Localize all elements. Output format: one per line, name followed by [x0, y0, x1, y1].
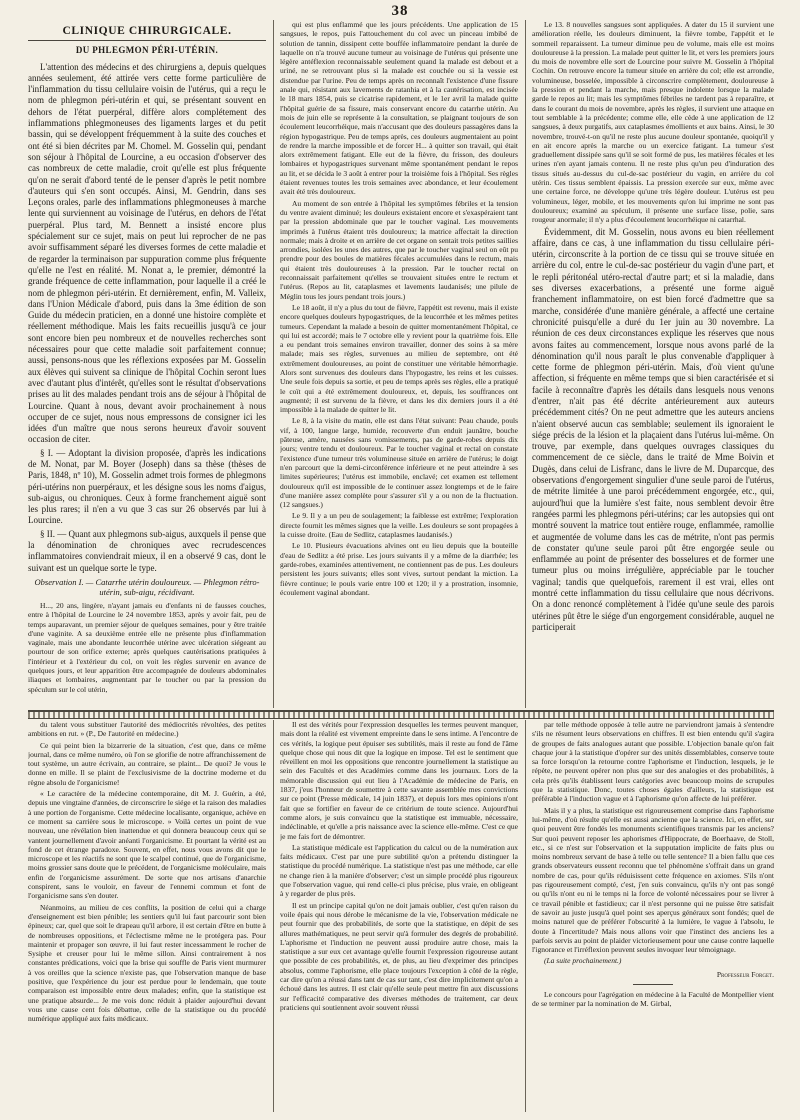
short-rule — [633, 984, 673, 985]
paragraph: du talent vous substituer l'autorité des médiocrités révoltées, des petites ambitions en rut. » (P., De l'autorité en médecine.) — [28, 720, 266, 739]
paragraph: « Le caractère de la médecine contemporaine, dit M. J. Guérin, a été, depuis une vingtaine d'années, de circonscrire le siége et la raison des maladies à une portion de l'organisme. Cette médecine localisante, organique, achève en ce moment sa carrière sous le microscope. » Voilà certes un point de vue nouveau, une révélation bien inattendue et qui donnera beaucoup ceux qui se vantent journellement d'avoir anéanti l'organicisme. Et pourtant la vérité est au fond de cet étrange paradoxe. Souvent, en effet, nous vous avons dit que le microscope et les réactifs ne sont que le scalpel continué, que de l'organicisme, moins grossier sans doute que le précédent, de l'organicisme moléculaire, mais enfin de l'organicisme assurément. De sorte que nos artisans d'anarchie conspirent, sans le vouloir, en faveur de l'ennemi commun et font de l'organicisme sans s'en douter. — [28, 789, 266, 901]
paragraph: Au moment de son entrée à l'hôpital les symptômes fébriles et la tension du ventre avaient diminué; les douleurs existaient encore et s'exaspéraient tant par la pression abdominale que par le toucher vaginal. Les mouvements imprimés à l'utérus étaient très douloureux; la matrice affectait la direction normale; mais à droite et en arrière de cet organe on sentait trois petites saillies arrondies, isolées les unes des autres, que par le toucher vaginal seul on eût pu prendre pour des boules de matières fécales accumulées dans le rectum, mais qui étaient très douloureuses à la pression. Par le toucher rectal on reconnaissait parfaitement qu'elles se trouvaient situées entre le rectum et l'utérus. (Repos au lit, cataplasmes et lavements laudanisés; une pilule de Méglin tous les jours pendant trois jours.) — [280, 198, 518, 301]
paragraph: Mais il y a plus, la statistique est rigoureusement comprise dans l'aphorisme lui-même, d'où résulte qu'elle est aussi ancienne que la science. Ici, en effet, sur quoi peuvent être fondés les monuments scientifiques transmis par les anciens? Sur quoi peuvent reposer les aphorismes d'Hippocrate, de Boerhaave, de Stoll, etc., si ce n'est sur l'observation et la supputation implicite de faits plus ou moins nombreux servant de base à telle ou telle sentence? Il a bien fallu que ces grands observateurs eussent reconnu que tel phénomène s'offrait dans un grand nombre de cas, pour qu'ils réduisissent cette fréquence en axiomes. S'ils n'ont pas rigoureusement compté, c'est, j'en suis convaincu, qu'ils n'y ont pas songé ou qu'ils n'ont eu ni le temps ni la force de volonté nécessaires pour se livrer à ce travail pénible et fastidieux; car il n'est personne qui ne puisse être satisfait de savoir au juste jusqu'à quel point ses aperçus généraux sont fondés; quel de moins naturel que de préférer l'obscurité à la lumière, le vague à l'absolu, le doute à l'incertitude? Mais nous allons voir que l'instinct des anciens les a parfois servis au point de plaider victorieusement pour une cause contre laquelle l'ignorance et l'irréflexion peuvent seules invoquer leur témoignage. — [532, 805, 774, 955]
paragraph: Le 8, à la visite du matin, elle est dans l'état suivant: Peau chaude, pouls vif, à 100, langue large, humide, recouverte d'un enduit jaunâtre, bouche pâteuse, amère, nausées sans vomissements, pas de garde-robes depuis dix jours; ventre tendu et douloureux. Par le toucher vaginal et rectal on constate l'existence d'une tumeur très volumineuse située en arrière de l'utérus; le doigt n'en parcourt que la demi-circonférence inférieure et ne peut atteindre à ses limites supérieures; l'utérus est immobile, enclavé; cet examen est tellement douloureux qu'il est impossible de le continuer assez longtemps et de le faire d'une manière assez complète pour s'assurer s'il y a ou non de la fluctuation. (12 sangsues.) — [280, 416, 518, 510]
paragraph: L'attention des médecins et des chirurgiens a, depuis quelques années seulement, été attirée vers cette forme particulière de l'inflammation du tissu cellulaire voisin de l'utérus, qui a reçu le nom de phlegmon péri-utérin et qui, se présentant souvent en dehors de l'état puerpéral, diffère alors complétement des inflammations phlegmoneuses des ligaments larges et du petit bassin, qui se développent fréquemment à la suite des couches et ont été si bien décrites par M. Chomel. M. Gosselin qui, pendant son séjour à l'hôpital de Lourcine, a eu occasion d'observer des cas nombreux de cette maladie, croit qu'elle est plus fréquente qu'on ne serait d'abord tenté de le penser d'après le petit nombre d'auteurs qui s'en sont occupés. Ainsi, M. Gendrin, dans ses Leçons orales, parle des inflammations phlegmoneuses à marche lente qui surviennent au voisinage de l'utérus, en dehors de l'état puerpéral. Plus tard, M. Bennett a insisté encore plus spécialement sur ce sujet, mais on peut lui reprocher de ne pas avoir suffisamment séparé les diverses formes de cette maladie et de regarder la terminaison par suppuration comme plus fréquente qu'elle ne l'est en réalité. M. Nonat a, le premier, démontré la grande fréquence de cette inflammation, pour laquelle il a créé le nom de phlegmon péri-utérin. Et dernièrement, enfin, M. Valleix, dans l'Union Médicale d'abord, puis dans la 3me édition de son Guide du médecin praticien, en a donné une histoire complète et réellement méthodique. Mais les faits recueillis jusqu'à ce jour sont encore bien peu nombreux et de nouvelles recherches sont nécessaires pour que cette maladie soit parfaitement connue; aussi, pensons-nous que les réflexions exposées par M. Gosselin aux élèves qui suivent sa clinique de l'hôpital Cochin seront lues avec d'autant plus d'intérêt, qu'elles sont le résultat d'observations prises au lit des malades pendant trois ans de séjour à l'hôpital de Lourcine. Quant à nous, devant avoir prochainement à nous occuper de ce sujet, nous nous empressons de consigner ici les idées d'un maître que nous serons heureux d'avoir souvent occasion de citer. — [28, 61, 266, 445]
page-number: 38 — [391, 3, 409, 19]
paragraph: La statistique médicale est l'application du calcul ou de la numération aux faits médicaux. C'est par une pure subtilité qu'on a prétendu distinguer la statistique du procédé numérique. La statistique n'est pas une méthode, car elle ne change rien à la manière d'observer; c'est un simple procédé plus rigoureux que l'observation vague, qui rend celle-ci plus précise, plus vraie, en obligeant à y regarder de plus près. — [280, 842, 518, 899]
section-title: CLINIQUE CHIRURGICALE. — [28, 26, 266, 41]
upper-article — [28, 20, 774, 708]
article-title: DU PHLEGMON PÉRI-UTÉRIN. — [75, 45, 219, 56]
feuilleton-divider — [28, 710, 774, 719]
author-signature: Professeur Forget. — [716, 969, 774, 979]
observation-heading: Observation I. — Catarrhe utérin douloureux. — Phlegmon rétro-utérin, sub-aigu, récidivant. — [34, 576, 260, 598]
paragraph: Le 18 août, il n'y a plus du tout de fièvre, l'appétit est revenu, mais il existe encore quelques douleurs hypogastriques, de la leucorrhée et les mêmes petites tumeurs. Cependant la malade a besoin de quitter momentanément l'hôpital, ce qui lui est accordé; mais le 7 octobre elle y revient pour la quatrième fois. Elle a eu pendant trois semaines environ travailler, donner des soins à sa mère malade; mais ses règles, survenues au milieu de septembre, ont été extrêmement douloureuses, au point de constituer une véritable hémorrhagie. Alors sont survenues des douleurs dans l'hypogastre, les reins et les cuisses. Une seule fois depuis sa sortie, et peu de temps après ses règles, elle a pratiqué le coït qui a été extrêmement douloureux, et, depuis, les souffrances ont augmenté; il est survenu de la fièvre, et dans les dix derniers jours il a été impossible à la malade de quitter le lit. — [280, 302, 518, 415]
paragraph: Le 13. 8 nouvelles sangsues sont appliquées. A dater du 15 il survient une amélioration réelle, les douleurs diminuent, la fièvre tombe, l'appétit et le sommeil reparaissent. La tumeur diminue peu de volume, mais elle est moins douloureuse à la pression. La malade peut quitter le lit, et vers les premiers jours du mois de novembre elle sort de Lourcine pour suivre M. Gosselin à l'hôpital Cochin. On retrouve encore la tumeur située en arrière du col; elle est arrondie, volumineuse, bosselée, impossible à circonscrire complètement, douloureuse à la pression et pendant la marche, mais presque indolente lorsque la malade garde le repos au lit; mais les symptômes fébriles ne tardent pas à reparaître, et dans le courant du mois de novembre, après les règles, il survient une attaque en tout semblable à la précédente; comme elle, elle cède à une application de 12 sangsues, à deux purgatifs, aux cataplasmes émollients et aux bains. Ainsi, le 30 novembre, trouvé-t-on qu'il ne reste plus aucune douleur spontanée, quoiqu'il y en ait encore après la marche ou un exercice fatigant. La tumeur s'est graduellement dissipée sans qu'il se soit formé de pus, les matières fécales et les urines n'en ayant jamais contenu. Il ne reste plus qu'un peu d'induration des tissus situés au-dessus du cul-de-sac postérieur du vagin, en arrière du col utérin. Ces tissus semblent épaissis. La pression exercée sur eux, même avec une certaine force, ne développe qu'une très légère douleur. L'utérus est peu volumineux, léger, mobile, et les mouvements qu'on lui imprime ne sont pas douloureux; examiné au spéculum, il présente une surface lisse, polie, sans rougeur anormale; il n'y a plus d'écoulement leucorrhéique ni catarrhal. — [532, 20, 774, 225]
paragraph: § I. — Adoptant la division proposée, d'après les indications de M. Nonat, par M. Boyer (Joseph) dans sa thèse (thèses de Paris, 1848, nº 10), M. Gosselin admet trois formes de phlegmons péri-utérins non puerpéraux, et les désigne sous les noms d'aigus, sub-aigus, ou chroniques. Ceux à forme franchement aiguë sont les plus rares; il n'en a vu que 3 cas sur 26 observés par lui à Lourcine. — [28, 447, 266, 526]
paragraph: Le 9. Il y a un peu de soulagement; la faiblesse est extrême; l'exploration directe fournit les mêmes signes que la veille. Les douleurs se sont propagées à la cuisse droite. (Eau de Sedlitz, cataplasmes laudanisés.) — [280, 511, 518, 540]
paragraph: Il est des vérités pour l'expression desquelles les termes peuvent manquer, mais dont la réalité est vivement empreinte dans le sens intime. A l'encontre de ces vérités, la logique peut épuiser ses subtilités, mais il reste au fond de l'âme quelque chose qui nous dit que la logique en impose. Tel est le sentiment que réveillent en moi les oppositions que rencontre journellement la statistique au sein des Facultés et des Académies comme dans les journaux. Lors de la mémorable discussion qui eut lieu à l'Académie de médecine de Paris, en 1837, j'eus l'honneur de soumettre à cette savante assemblée mes convictions sur ce point (Presse médicale, 14 juin 1837), et depuis lors mes opinions n'ont fait que se fortifier en faveur de ce critérium de toute science. Aujourd'hui comme alors, je suis convaincu que la statistique est immuable, nécessaire, indéclinable, et qu'elle a pris naissance avec la science elle-même. C'est ce que je me fais fort de démontrer. — [280, 720, 518, 841]
paragraph: Néanmoins, au milieu de ces conflits, la position de celui qui a charge d'enseignement est bien pénible; les sentiers qu'il lui faut parcourir sont bien épineux; car, quel que soit le drapeau qu'il arbore, il est certain d'être en butte à de nombreuses oppositions, et l'éclectisme même ne le protégera pas. Pour maintenir et propager son œuvre, il lui faut rester incessamment le rocher de Sysiphe et creuser pour lui le même sillon. Ainsi contrairement à nos constantes prédications, voici que la brise qui souffle de Paris vient murmurer à vos oreilles que la science n'existe pas, que l'observation manque de base positive, que l'expérience du jour est perdue pour le lendemain, que toute comparaison est impossible entre deux malades; enfin, que la statistique est une pratique absurde... Je me vois donc réduit à plaider aujourd'hui devant vous une cause cent fois débattue, celle de la statistique ou du procédé numérique appliqué aux faits médicaux. — [28, 902, 266, 1024]
paragraph: qui est plus enflammé que les jours précédents. Une application de 15 sangsues, le repos, puis l'attouchement du col avec un pinceau imbibé de solution de tannin, dissipent cette bouffée inflammatoire pendant la durée de laquelle on n'a trouvé aucune tumeur au voisinage de l'utérus qui présente une légère antéflexion reconnaissable seulement quand la malade est debout et a uriné, ne se retrouvant plus si la malade est couchée ou si la vessie est distendue par l'urine. Peu de temps après on reconnaît l'existence d'une fissure anale qui, résistant aux lavements de ratanhia et à la cautérisation, est incisée le 18 mars 1854, puis se cicatrise rapidement, et le 1er avril la malade quitte l'hôpital guérie de sa fissure, mais conservant encore du catarrhe utérin. Au mois de juin elle se représente à la consultation, se plaignant toujours de son écoulement leucorrhéique, mais n'accusant que des douleurs passagères dans la région hypogastrique. Peu de temps après, ces douleurs augmentaient au point de rendre la marche impossible et de forcer H... à quitter son travail, qui était alors extrêmement fatigant. Elle eut de la fièvre, du frisson, des douleurs lombaires et hypogastriques survenant même spontanément pendant le repos au lit, et se décida le 3 août à entrer pour la troisième fois à l'hôpital. Ses règles étaient revenues toutes les trois semaines avec abondance, et leur écoulement avait été très douloureux. — [280, 20, 518, 197]
upper-column-2 — [280, 20, 518, 708]
column-divider — [273, 720, 274, 1112]
paragraph: Ce qui peint bien la bizarrerie de la situation, c'est que, dans ce même journal, dans ce même numéro, où l'on se glorifie de notre affranchissement de tout système, un autre écrivain, au contraire, se plaint... De quoi? Je vous le donne en mille. Il se plaint de l'exclusivisme de la doctrine moderne et du règne absolu de l'organicisme! — [28, 740, 266, 787]
upper-column-3 — [532, 20, 774, 708]
paragraph: Le 10. Plusieurs évacuations alvines ont eu lieu depuis que la bouteille d'eau de Sedlitz a été prise. Les jours suivants il y a même de la diarrhée; les garde-robes, examinées attentivement, ne contiennent pas de pus. Les douleurs persistent les jours suivants; elles sont vives, surtout pendant la miction. La fièvre continue; le pouls varie entre 100 et 120; il y a prostration, insomnie, écoulement vaginal abondant. — [280, 541, 518, 597]
paragraph: H..., 20 ans, lingère, n'ayant jamais eu d'enfants ni de fausses couches, entre à l'hôpital de Lourcine le 24 novembre 1853, après y avoir fait, peu de temps auparavant, un premier séjour de quelques semaines, pour y être traitée d'une vaginite. A sa deuxième entrée elle ne présente plus d'inflammation vaginale, mais une abondante leucorrhée utérine avec ulcération siégeant au pourtour de son orifice externe; après quelques cautérisations pratiquées à l'intérieur et à l'extérieur du col, on voit les règles survenir en avance de quelques jours, et leur apparition être accompagnée de douleurs abdominales iliaques et lombaires, augmentant par le toucher ou par la pression du spéculum sur le col utérin, — [28, 600, 266, 694]
lower-column-2 — [280, 720, 518, 1112]
column-divider — [525, 720, 526, 1112]
to-be-continued: (La suite prochainement.) — [544, 956, 622, 966]
feuilleton — [28, 720, 774, 1112]
paragraph: Évidemment, dit M. Gosselin, nous avons eu bien réellement affaire, dans ce cas, à une inflammation du tissu cellulaire péri-utérin, circonscrite à la portion de ce tissu qui se trouve située en arrière du col, entre le cul-de-sac postérieur du vagin d'une part, et le repli péritonéal utéro-rectal d'autre part; et si la maladie, dans ses diverses exacerbations, a présenté une forme aiguë franchement inflammatoire, on est bien forcé d'admettre que sa marche, considérée d'une manière générale, a affecté une certaine chronicité puisqu'elle a duré du 1er juin au 30 novembre. La réunion de ces deux circonstances explique les réserves que nous avons faites au commencement, lorsque nous avons parlé de la dénomination qu'il nous paraît le plus convenable d'appliquer à cette forme de phlegmon péri-utérin. Mais, d'où vient qu'une affection, si fréquente en même temps que si bien caractérisée et si facile à reconnaître d'après les détails dans lesquels nous venons d'entrer, n'ait pas été décrite antérieurement aux auteurs précédemment cités? On ne peut admettre que les auteurs anciens n'aient observé aucun cas semblable; seulement ils ignoraient le siége précis de la lésion et la plaçaient dans l'utérus lui-même. On trouve, par exemple, dans quelques ouvrages classiques du commencement de ce siècle, dans le traité de Mme Boivin et Dugès, dans celui de Lisfranc, dans le livre de M. Duparcque, des observations d'engorgement singulier d'une seule paroi de l'utérus, de métrite limitée à une paroi précédemment engorgée, etc., qui, aujourd'hui que la lumière s'est faite, nous semblent devoir être rangées parmi les phlegmons péri-utérins; car les autopsies qui ont montré souvent la matrice tout entière rouge, enflammée, ramollie et augmentée de volume dans les cas de métrite, n'ont pas permis de constater qu'une seule paroi pût être engorgée seule ou enflammée au point de présenter des bosselures et de former une tumeur plus ou moins irrégulière, appréciable par le toucher vaginal; tandis que quelquefois, rarement il est vrai, elles ont montré cette inflammation du tissu cellulaire que nous décrivons. On a donc renoncé complètement à l'idée qu'une seule des parois utérines pût être le siége d'un engorgement considérable, auquel ne participerait — [532, 226, 774, 632]
paragraph: Il est un principe capital qu'on ne doit jamais oublier, c'est qu'en raison du voile épais qui nous dérobe le mécanisme de la vie, l'observation médicale ne peut fournir que des probabilités, de sorte que la statistique, en dépit de ses allures mathématiques, ne peut servir qu'à formuler des degrés de probabilité. L'aphorisme et l'induction ne peuvent aussi produire autre chose, mais la statistique a sur eux cet avantage qu'elle fournit l'expression rigoureuse autant que possible de ces probabilités, et, de plus, au lieu d'exprimer des principes absolus, comme l'aphorisme, elle place toujours l'exception à côté de la règle, car dire qu'on a réussi dans tant de cas sur tant, c'est dire implicitement qu'on a échoué dans les autres. Il est clair qu'elle seule peut mettre fin aux discussions sur l'efficacité comparative des diverses méthodes de traitement, car deux praticiens qui soutiennent avoir souvent réussi — [280, 900, 518, 1012]
paragraph: § II. — Quant aux phlegmons sub-aigus, auxquels il pense que la dénomination de chroniques avec recrudescences inflammatoires conviendrait mieux, il en a observé 9 cas, dont le suivant est un quelque sorte le type. — [28, 528, 266, 573]
paragraph: Le concours pour l'agrégation en médecine à la Faculté de Montpellier vient de se terminer par la nomination de M. Girbal, — [532, 990, 774, 1009]
lower-column-3 — [532, 720, 774, 1112]
column-divider — [525, 20, 526, 708]
lower-column-1 — [28, 720, 266, 1112]
column-divider — [273, 20, 274, 708]
upper-column-1 — [28, 20, 266, 708]
paragraph: par telle méthode opposée à telle autre ne parviendront jamais à s'entendre s'ils ne résument leurs observations en chiffres. Il est bien entendu qu'il s'agira de groupes de faits analogues autant que possible. L'objection banale qu'on fait chaque jour à la statistique d'opérer sur des unités dissemblables, conserve toute sa force lorsqu'on la retourne contre l'aphorisme et l'induction, lesquels, je le répète, ne peuvent opérer non plus que sur des analogies et des probabilités, à cela près qu'ils établissent leurs catégories avec beaucoup moins de scrupules que la statistique. Donc, toutes choses égales d'ailleurs, la statistique est préférable à l'induction vague et à l'aphorisme qu'on affecte de lui préférer. — [532, 720, 774, 804]
